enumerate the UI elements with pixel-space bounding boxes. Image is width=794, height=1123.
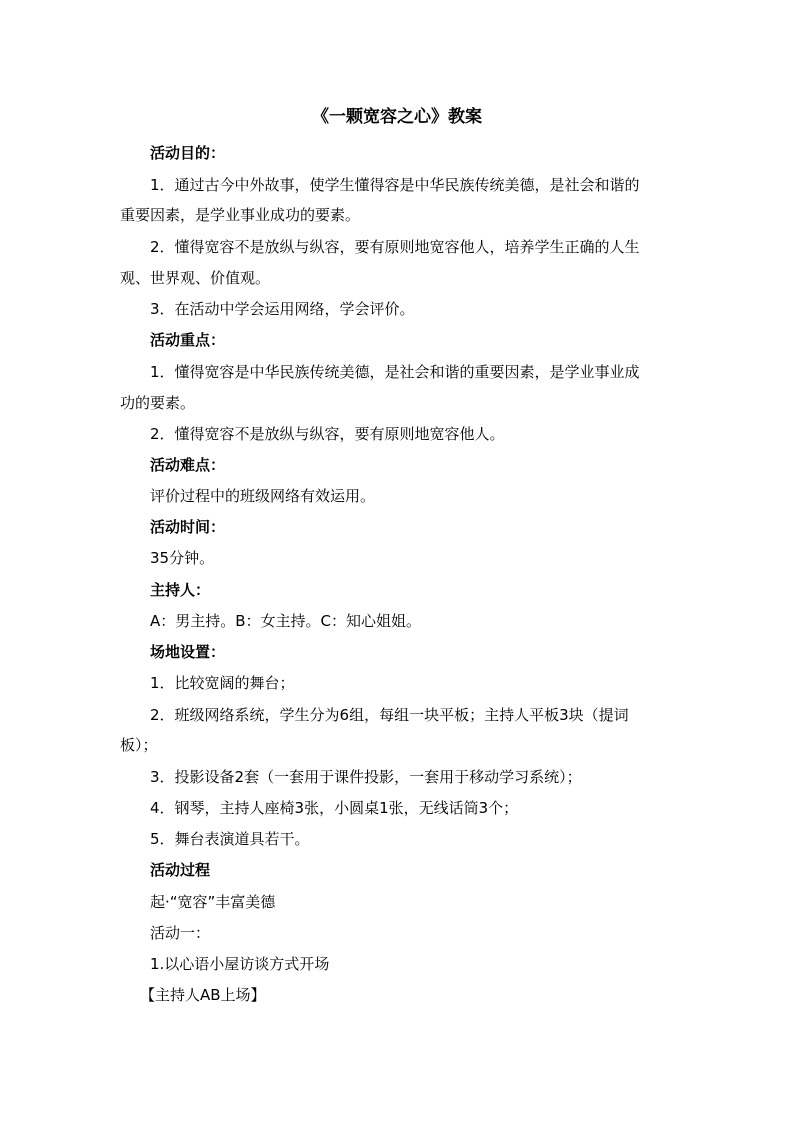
goal-2-line-2: 观、世界观、价值观。 <box>120 269 271 287</box>
heading-hosts: 主持人： <box>150 581 211 599</box>
activity-one-label: 活动一： <box>150 924 211 942</box>
key-point-1-line-2: 功的要素。 <box>120 394 196 412</box>
difficulty-text: 评价过程中的班级网络有效运用。 <box>150 487 376 505</box>
goal-2-line-1: 2．懂得宽容不是放纵与纵容，要有原则地宽容他人，培养学生正确的人生 <box>150 238 640 256</box>
venue-item-5: 5．舞台表演道具若干。 <box>150 830 310 848</box>
heading-activity-process: 活动过程 <box>150 861 211 879</box>
venue-item-3: 3．投影设备2套（一套用于课件投影，一套用于移动学习系统）； <box>150 768 582 786</box>
venue-item-2-line-1: 2．班级网络系统，学生分为6组，每组一块平板；主持人平板3块（提词 <box>150 706 629 724</box>
section-title: 起·“宽容”丰富美德 <box>150 893 276 911</box>
heading-difficulties: 活动难点： <box>150 456 226 474</box>
venue-item-4: 4．钢琴，主持人座椅3张，小圆桌1张，无线话筒3个； <box>150 799 519 817</box>
heading-venue-setup: 场地设置： <box>150 643 226 661</box>
heading-activity-goals: 活动目的： <box>150 144 226 162</box>
stage-direction: 【主持人AB上场】 <box>140 986 266 1004</box>
activity-time-text: 35分钟。 <box>150 549 215 567</box>
key-point-2: 2．懂得宽容不是放纵与纵容，要有原则地宽容他人。 <box>150 425 505 443</box>
activity-one-step-1: 1.以心语小屋访谈方式开场 <box>150 955 330 973</box>
venue-item-1: 1．比较宽阔的舞台； <box>150 674 295 692</box>
goal-3: 3．在活动中学会运用网络，学会评价。 <box>150 300 415 318</box>
heading-key-points: 活动重点： <box>150 331 226 349</box>
document-title: 《一颗宽容之心》教案 <box>312 107 482 127</box>
heading-activity-time: 活动时间： <box>150 518 226 536</box>
venue-item-2-line-2: 板）； <box>120 736 158 754</box>
goal-1-line-1: 1．通过古今中外故事，使学生懂得容是中华民族传统美德，是社会和谐的 <box>150 176 640 194</box>
key-point-1-line-1: 1．懂得宽容是中华民族传统美德，是社会和谐的重要因素，是学业事业成 <box>150 363 640 381</box>
goal-1-line-2: 重要因素，是学业事业成功的要素。 <box>120 206 361 224</box>
hosts-text: A：男主持。B：女主持。C：知心姐姐。 <box>150 612 422 630</box>
